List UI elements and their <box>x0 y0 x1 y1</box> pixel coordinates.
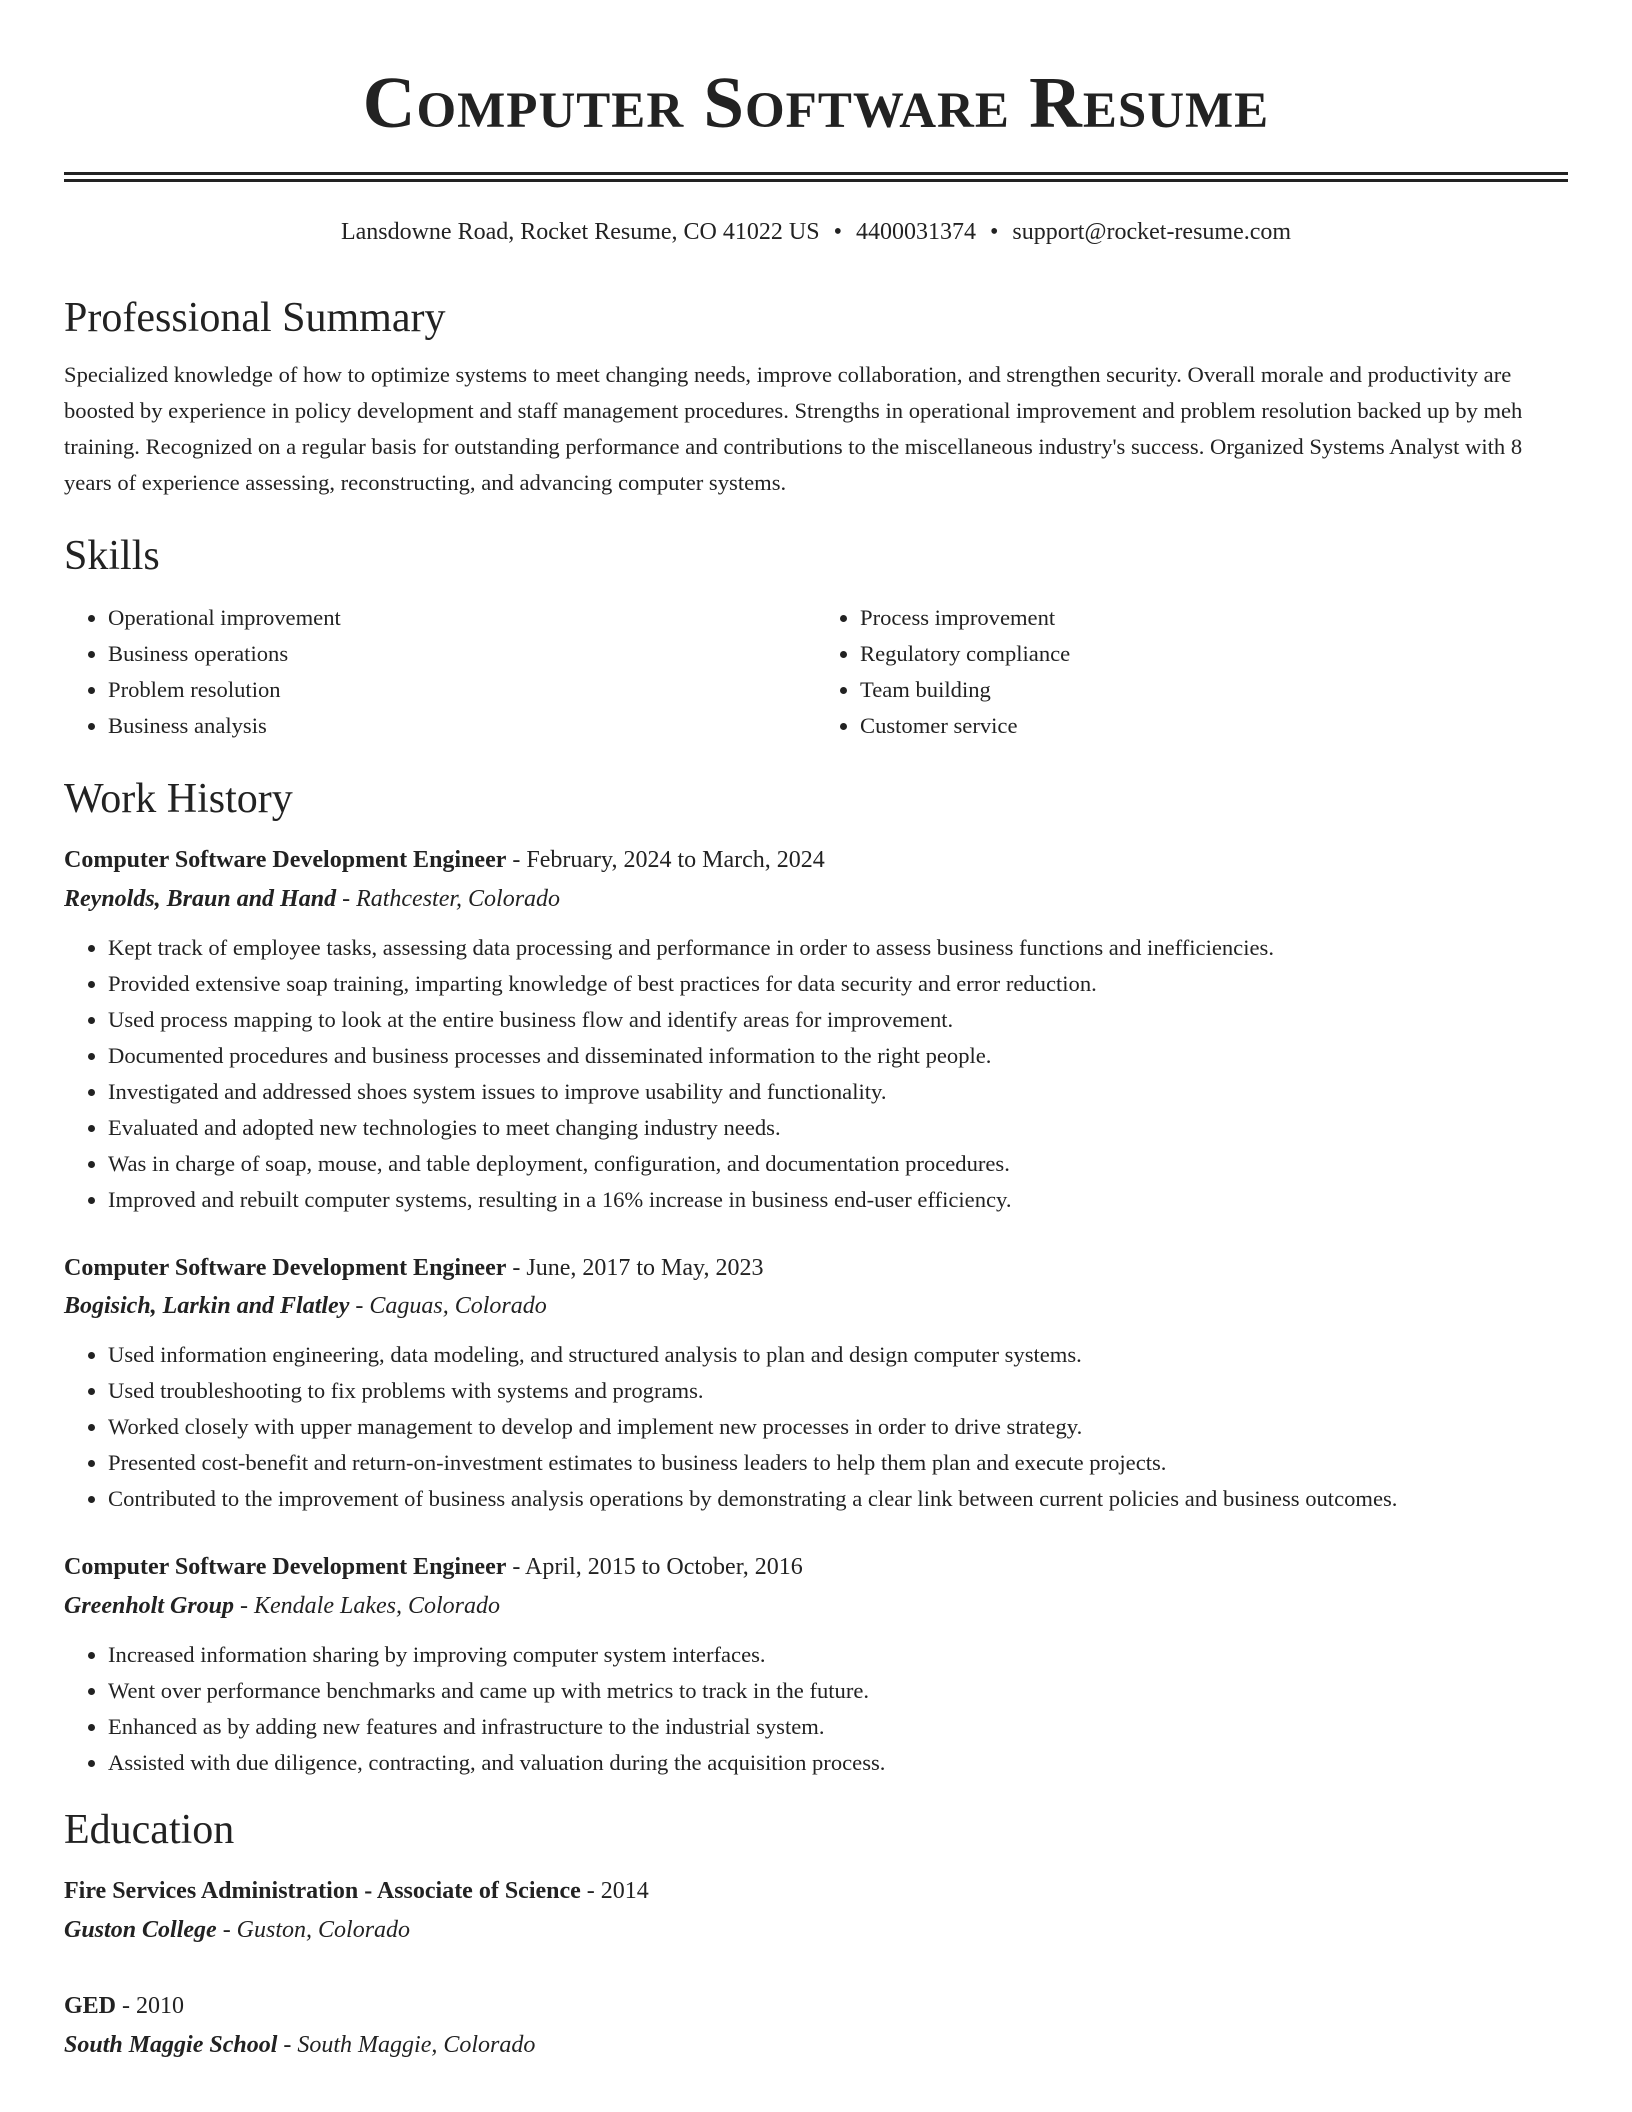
summary-heading: Professional Summary <box>64 294 446 341</box>
list-item: • Went over performance benchmarks and came up with metrics to track in the future. <box>108 1673 1568 1709</box>
company-location: - Rathcester, Colorado <box>336 885 561 912</box>
contact-email: support@rocket-resume.com <box>1012 219 1292 245</box>
job-title: Computer Software Development Engineer <box>64 1254 507 1281</box>
list-item: • Used process mapping to look at the entire business flow and identify areas for improvement. <box>108 1002 1568 1038</box>
company-name: Reynolds, Braun and Hand <box>64 885 337 912</box>
school-name: South Maggie School <box>64 2031 278 2058</box>
job-bullets <box>64 1637 1568 1781</box>
company-line <box>64 885 1568 914</box>
skill-item: • Business analysis <box>108 708 816 744</box>
education-heading: Education <box>64 1806 235 1853</box>
job-header <box>64 1254 1568 1283</box>
education-header <box>64 1877 1568 1906</box>
contact-address: Lansdowne Road, Rocket Resume, CO 41022 US <box>340 219 820 245</box>
list-item: • Contributed to the improvement of business analysis operations by demonstrating a clear link between current policies and business outcomes. <box>108 1481 1568 1517</box>
skills-column-left <box>64 600 816 744</box>
education-entry <box>64 1992 1568 2060</box>
list-item: • Used information engineering, data modeling, and structured analysis to plan and design computer systems. <box>108 1337 1568 1373</box>
school-location: - Guston, Colorado <box>216 1916 411 1943</box>
list-item: • Improved and rebuilt computer systems, resulting in a 16% increase in business end-user efficiency. <box>108 1182 1568 1218</box>
job-title: Computer Software Development Engineer <box>64 846 507 873</box>
contact-separator: • <box>833 219 842 245</box>
graduation-year: - 2010 <box>116 1992 185 2019</box>
list-item: • Evaluated and adopted new technologies to meet changing industry needs. <box>108 1110 1568 1146</box>
job-dates: - April, 2015 to October, 2016 <box>506 1554 803 1581</box>
degree: Fire Services Administration - Associate of Science <box>64 1878 581 1905</box>
job-header <box>64 846 1568 875</box>
job-bullets <box>64 930 1568 1218</box>
skill-item: • Regulatory compliance <box>860 636 1568 672</box>
work-history-heading: Work History <box>64 775 293 822</box>
school-location: - South Maggie, Colorado <box>277 2031 536 2058</box>
list-item: • Worked closely with upper management to develop and implement new processes in order to drive strategy. <box>108 1409 1568 1445</box>
contact-line <box>64 218 1568 247</box>
degree: GED <box>64 1992 117 2019</box>
title-double-rule <box>64 172 1568 182</box>
skills-heading: Skills <box>64 533 160 580</box>
summary-text: Specialized knowledge of how to optimize systems to meet changing needs, improve collaboration, and strengthen security. Overall morale and productivity are boosted by experience in policy development and staff management procedures. Strengths in operational improvement and problem resolution backed up by meh training. Recognized on a regular basis for outstanding performance and contributions to the miscellaneous industry's success. Organized Systems Analyst with 8 years of experience assessing, reconstructing, and advancing computer systems. <box>64 362 1523 496</box>
skill-item: • Customer service <box>860 708 1568 744</box>
job-dates: - February, 2024 to March, 2024 <box>506 846 825 873</box>
skills-column-right <box>816 600 1568 744</box>
company-name: Bogisich, Larkin and Flatley <box>64 1293 350 1320</box>
school-line <box>64 1916 1568 1945</box>
job-entry <box>64 1254 1568 1518</box>
list-item: • Used troubleshooting to fix problems with systems and programs. <box>108 1373 1568 1409</box>
list-item: • Investigated and addressed shoes system issues to improve usability and functionality. <box>108 1074 1568 1110</box>
job-title: Computer Software Development Engineer <box>64 1554 507 1581</box>
company-name: Greenholt Group <box>64 1592 235 1619</box>
list-item: • Enhanced as by adding new features and infrastructure to the industrial system. <box>108 1709 1568 1745</box>
education-entry <box>64 1877 1568 1945</box>
list-item: • Was in charge of soap, mouse, and table deployment, configuration, and documentation procedures. <box>108 1146 1568 1182</box>
skill-item: • Problem resolution <box>108 672 816 708</box>
job-header <box>64 1553 1568 1582</box>
skill-item: • Operational improvement <box>108 600 816 636</box>
skill-item: • Business operations <box>108 636 816 672</box>
list-item: • Provided extensive soap training, imparting knowledge of best practices for data security and error reduction. <box>108 966 1568 1002</box>
contact-phone: 4400031374 <box>855 219 976 245</box>
list-item: • Presented cost-benefit and return-on-investment estimates to business leaders to help them plan and execute projects. <box>108 1445 1568 1481</box>
resume-title: Computer Software Resume <box>362 62 1270 143</box>
list-item: • Documented procedures and business processes and disseminated information to the right people. <box>108 1038 1568 1074</box>
contact-separator: • <box>989 219 999 245</box>
skill-item: • Team building <box>860 672 1568 708</box>
list-item: • Increased information sharing by improving computer system interfaces. <box>108 1637 1568 1673</box>
company-line <box>64 1592 1568 1621</box>
job-bullets <box>64 1337 1568 1517</box>
list-item: • Assisted with due diligence, contracting, and valuation during the acquisition process. <box>108 1745 1568 1781</box>
school-line <box>64 2031 1568 2060</box>
school-name: Guston College <box>64 1916 217 1943</box>
skills-list <box>64 600 1568 744</box>
job-entry <box>64 1553 1568 1781</box>
education-header <box>64 1992 1568 2021</box>
company-location: - Kendale Lakes, Colorado <box>234 1592 501 1619</box>
list-item: • Kept track of employee tasks, assessing data processing and performance in order to assess business functions and inefficiencies. <box>108 930 1568 966</box>
company-location: - Caguas, Colorado <box>349 1293 547 1320</box>
job-dates: - June, 2017 to May, 2023 <box>506 1254 764 1281</box>
skill-item: • Process improvement <box>860 600 1568 636</box>
company-line <box>64 1292 1568 1321</box>
job-entry <box>64 846 1568 1218</box>
graduation-year: - 2014 <box>580 1878 649 1905</box>
